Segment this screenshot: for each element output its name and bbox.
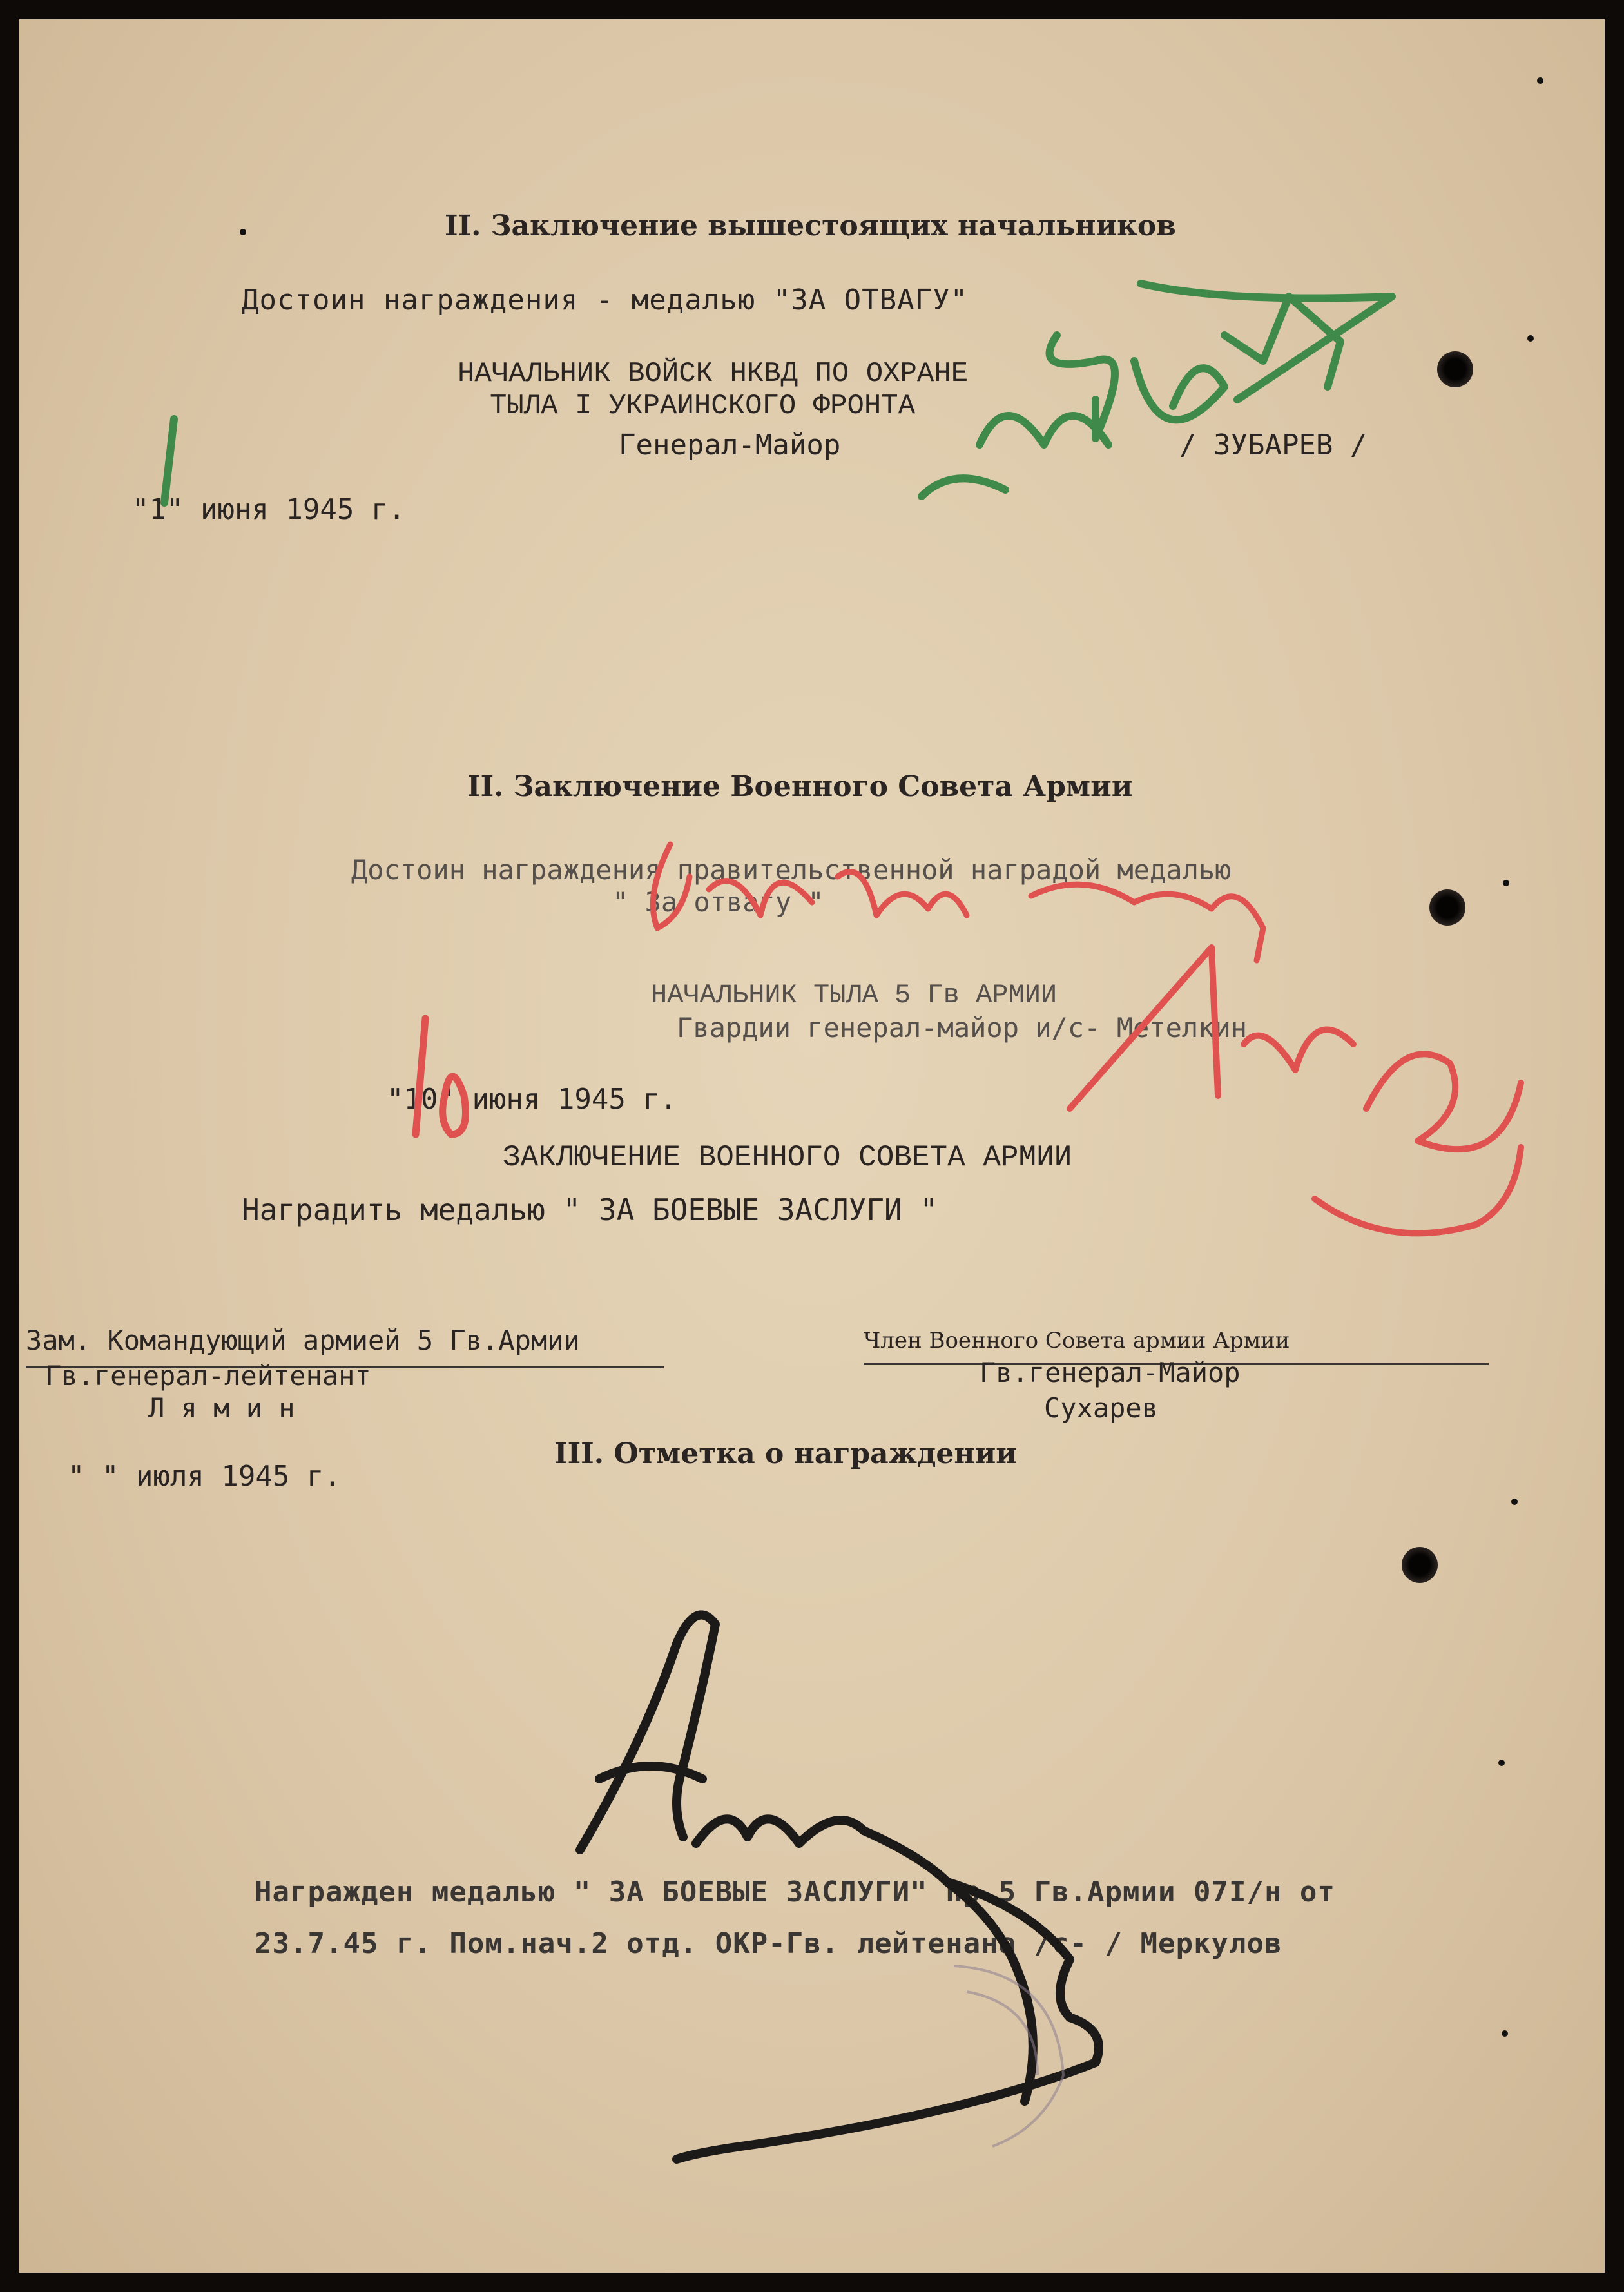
section2-verdict-line2: " За отвагу " [612,886,824,918]
red-day-10 [416,1018,466,1134]
council-heading: ЗАКЛЮЧЕНИЕ ВОЕННОГО СОВЕТА АРМИИ [503,1141,1072,1174]
section1-rank: Генерал-Майор [619,429,841,461]
section2-date: "10" июня 1945 г. [387,1083,677,1116]
red-note [653,844,1263,960]
green-signature [922,284,1392,496]
section1-verdict: Достоин награждения - медалью "ЗА ОТВАГУ" [242,284,969,316]
margin-dot [1537,77,1543,84]
section1-date: "1" июня 1945 г. [132,493,405,526]
section2-rank-name: Гвардии генерал-майор и/с- Метелкин [677,1012,1248,1044]
punch-hole [1429,889,1465,926]
punch-hole [1402,1547,1438,1583]
margin-dot [1503,880,1509,886]
section2-position: НАЧАЛЬНИК ТЫЛА 5 Гв АРМИИ [651,980,1058,1011]
section1-surname: / ЗУБАРЕВ / [1179,429,1368,461]
pencil-signature [580,1615,1099,2159]
council-right-name: Сухарев [1044,1392,1159,1424]
margin-dot [1527,335,1534,342]
punch-hole [1437,351,1473,387]
section2-heading: II. Заключение Военного Совета Армии [467,770,1133,803]
section3-heading: III. Отметка о награждении [554,1437,1017,1470]
council-left-name: Л я м и н [148,1392,295,1424]
council-left-rank: Гв.генерал-лейтенант [45,1360,371,1392]
green-day-1 [164,419,174,503]
margin-dot [240,229,246,235]
round-seal [954,1966,1063,2146]
margin-dot [1498,1760,1505,1766]
council-decision: Наградить медалью " ЗА БОЕВЫЕ ЗАСЛУГИ " [242,1192,938,1227]
red-signature [1070,947,1521,1233]
council-left-title: Зам. Командующий армией 5 Гв.Армии [26,1325,580,1356]
margin-dot [1511,1499,1518,1505]
section1-position-line1: НАЧАЛЬНИК ВОЙСК НКВД ПО ОХРАНЕ [458,358,969,390]
council-date: " " июля 1945 г. [68,1460,341,1493]
award-stamp-line2: 23.7.45 г. Пом.нач.2 отд. ОКР-Гв. лейтенана /с- / Меркулов [255,1927,1282,1960]
section1-position-line2: ТЫЛА I УКРАИНСКОГО ФРОНТА [490,390,916,422]
award-stamp-line1: Награжден медалью " ЗА БОЕВЫЕ ЗАСЛУГИ" пр.5 Гв.Армии 07I/н от [255,1876,1335,1908]
council-right-title: Член Военного Совета армии Армии [864,1328,1290,1354]
section1-heading: II. Заключение вышестоящих начальников [445,209,1176,242]
council-right-rank: Гв.генерал-Майор [980,1357,1241,1388]
margin-dot [1502,2030,1508,2037]
section2-verdict-line1: Достоин награждения правительственной наградой медалью [351,854,1232,886]
